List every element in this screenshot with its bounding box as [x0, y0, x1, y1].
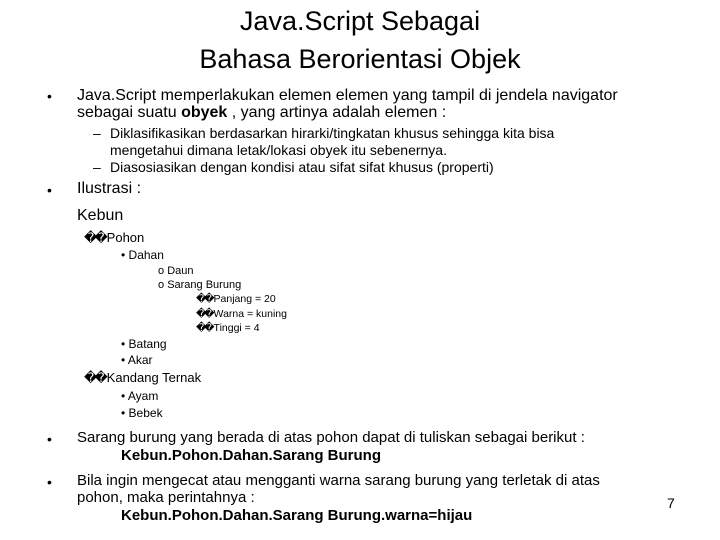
- sub-bullet-2: Diasosiasikan dengan kondisi atau sifat sifat khusus (properti): [110, 159, 494, 175]
- missing-glyph-icon: ��: [84, 230, 105, 245]
- tree-node-kandang-label: Kandang Ternak: [106, 370, 202, 385]
- small-bullet: •: [121, 406, 126, 420]
- bullet-4-line-2: pohon, maka perintahnya :: [77, 489, 255, 506]
- tree-prop-tinggi-label: Tinggi = 4: [213, 322, 260, 334]
- sub-bullet-1-line-1: Diklasifikasikan berdasarkan hirarki/tingkatan khusus sehingga kita bisa: [110, 125, 555, 141]
- bullet-2-text: Ilustrasi :: [77, 180, 142, 197]
- small-bullet: •: [121, 337, 126, 351]
- tree-node-akar: [121, 353, 153, 368]
- bullet-4-line-1: Bila ingin mengecat atau mengganti warna sarang burung yang terletak di atas: [77, 472, 600, 489]
- small-bullet: •: [121, 389, 126, 403]
- tree-prop-panjang: [196, 292, 276, 306]
- tree-node-dahan: [121, 248, 164, 263]
- bullet-1-line-1: Java.Script memperlakukan elemen elemen yang tampil di jendela navigator: [77, 87, 618, 104]
- tree-node-bebek: [121, 406, 163, 421]
- tree-node-daun: [158, 264, 193, 278]
- bullet-1-line-2: [77, 104, 446, 122]
- bullet-1-text-post: , yang artinya adalah elemen :: [227, 104, 447, 121]
- tree-root-kebun: Kebun: [77, 207, 124, 224]
- bullet-3-code: Kebun.Pohon.Dahan.Sarang Burung: [121, 447, 382, 464]
- bullet-1-text-obyek: obyek: [181, 104, 228, 121]
- slide-title-line-2: Bahasa Berorientasi Objek: [199, 44, 521, 74]
- small-bullet: •: [121, 248, 126, 262]
- tree-node-batang-label: Batang: [128, 337, 167, 351]
- o-marker: o: [158, 279, 165, 291]
- bullet-4-code: Kebun.Pohon.Dahan.Sarang Burung.warna=hijau: [121, 507, 473, 524]
- tree-node-sarang-burung: [158, 278, 241, 292]
- tree-prop-warna: [196, 307, 287, 321]
- missing-glyph-icon: ��: [196, 293, 212, 305]
- tree-prop-tinggi: [196, 321, 260, 335]
- tree-node-akar-label: Akar: [127, 353, 153, 367]
- dash-symbol: –: [93, 125, 101, 141]
- tree-node-daun-label: Daun: [167, 265, 194, 277]
- tree-node-ayam-label: Ayam: [127, 389, 159, 403]
- page-number: 7: [667, 495, 675, 511]
- tree-node-dahan-label: Dahan: [128, 248, 164, 262]
- bullet-symbol: •: [47, 88, 52, 104]
- tree-node-sarang-burung-label: Sarang Burung: [167, 279, 242, 291]
- bullet-symbol: •: [47, 431, 52, 447]
- dash-symbol: –: [93, 159, 101, 175]
- tree-node-pohon: [84, 230, 144, 246]
- tree-prop-panjang-label: Panjang = 20: [213, 293, 276, 305]
- missing-glyph-icon: ��: [196, 308, 212, 320]
- tree-node-pohon-label: Pohon: [106, 230, 145, 245]
- sub-bullet-1-line-2: mengetahui dimana letak/lokasi obyek itu sebenernya.: [110, 142, 447, 158]
- bullet-symbol: •: [47, 182, 52, 198]
- o-marker: o: [158, 265, 165, 277]
- small-bullet: •: [121, 353, 126, 367]
- tree-node-batang: [121, 337, 167, 352]
- tree-node-kandang: [84, 370, 201, 386]
- bullet-symbol: •: [47, 474, 52, 490]
- tree-node-bebek-label: Bebek: [128, 406, 163, 420]
- tree-prop-warna-label: Warna = kuning: [213, 308, 287, 320]
- missing-glyph-icon: ��: [196, 322, 212, 334]
- bullet-1-text-pre: sebagai suatu: [77, 104, 182, 121]
- missing-glyph-icon: ��: [84, 370, 105, 385]
- tree-node-ayam: [121, 389, 158, 404]
- bullet-3-line-1: Sarang burung yang berada di atas pohon dapat di tuliskan sebagai berikut :: [77, 429, 585, 446]
- slide-title-line-1: Java.Script Sebagai: [239, 6, 481, 36]
